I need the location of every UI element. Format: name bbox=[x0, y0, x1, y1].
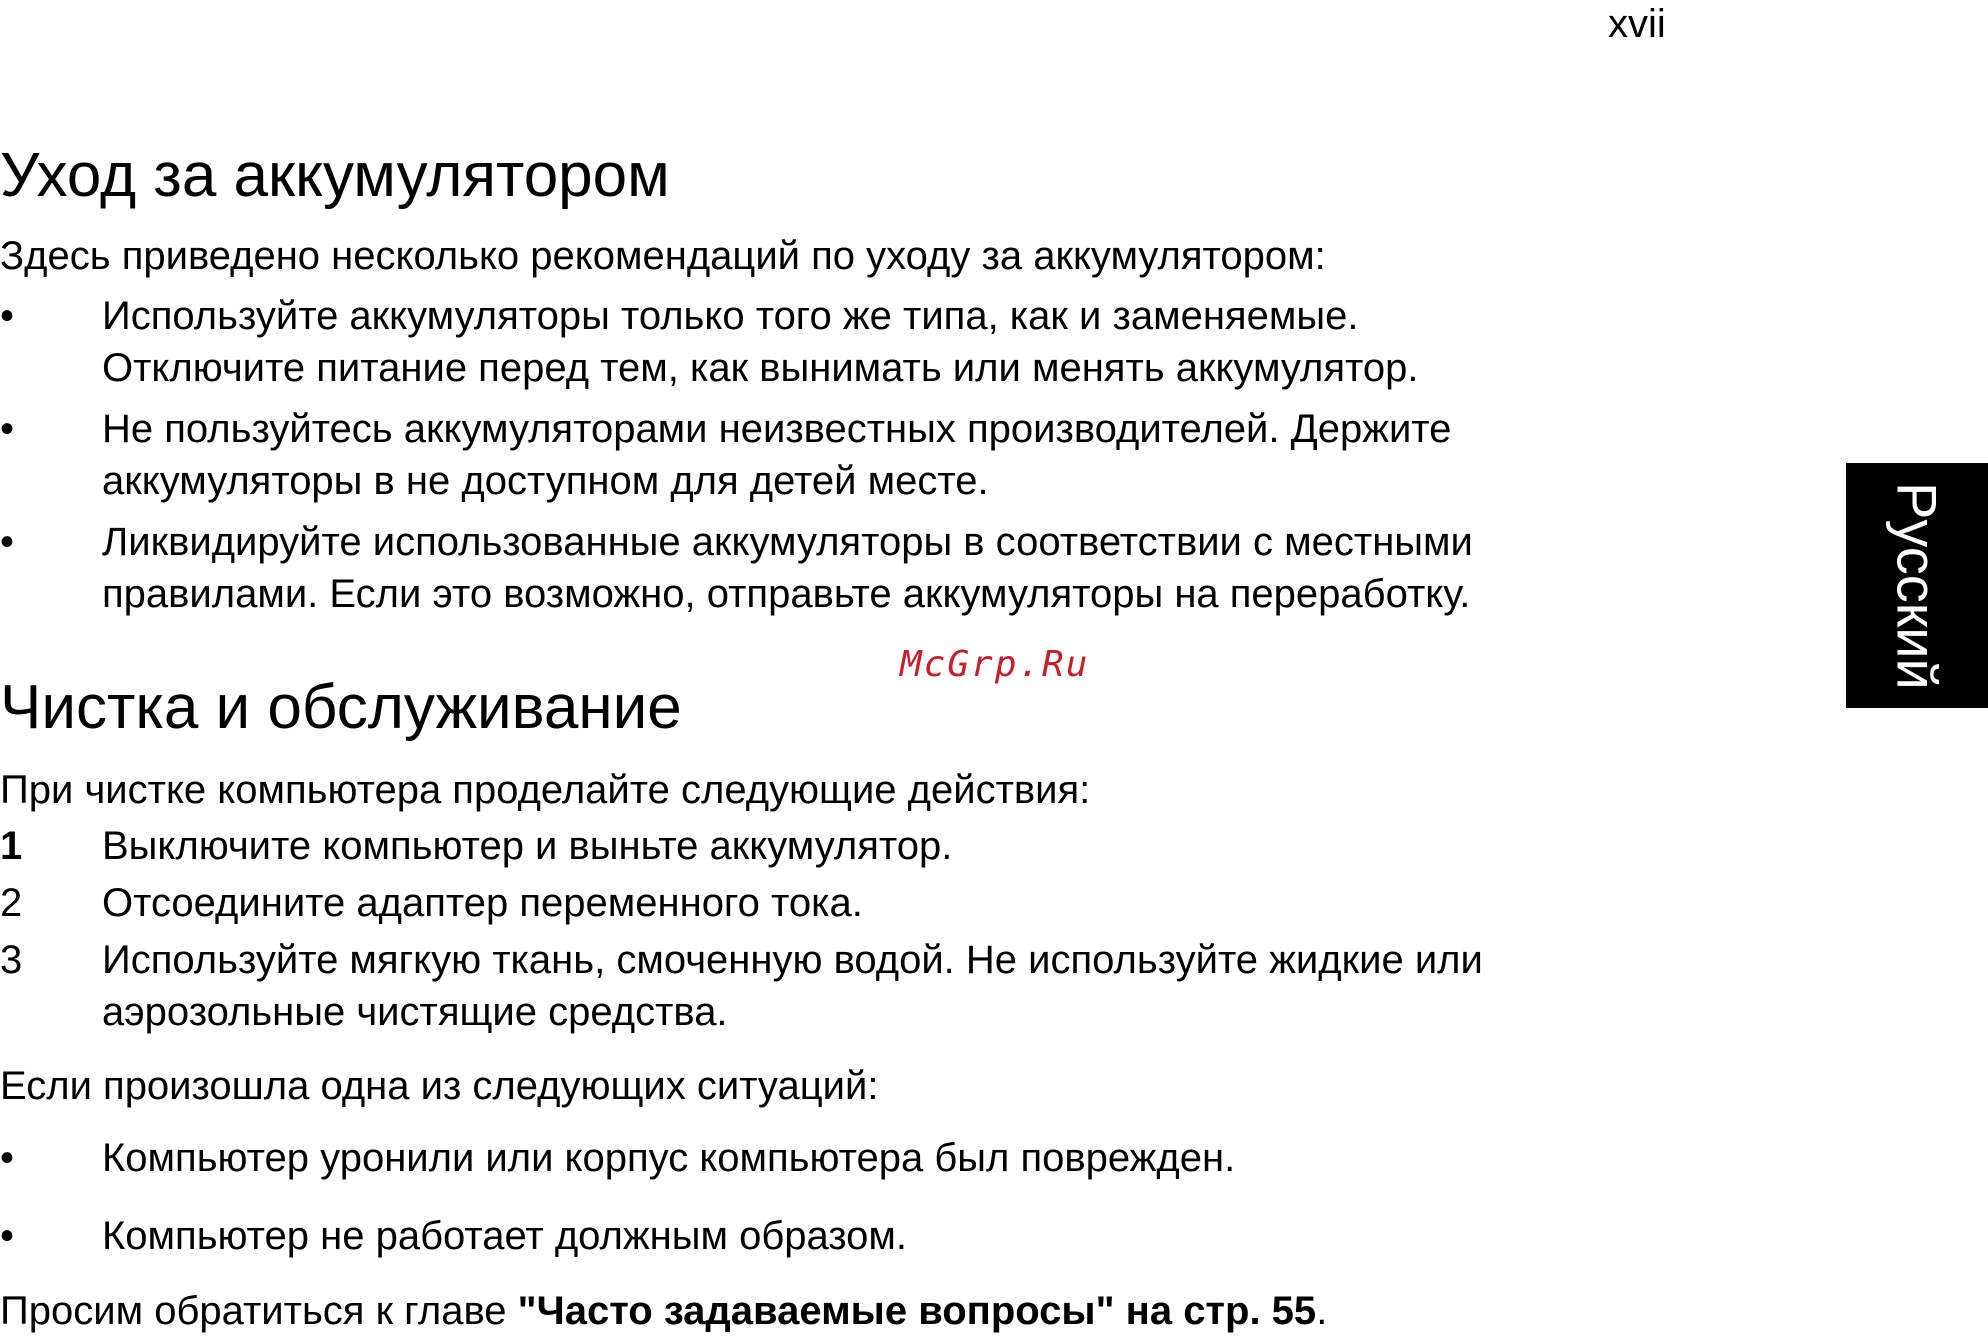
language-side-tab-label: Русский bbox=[1885, 481, 1949, 690]
bullet-text: Компьютер не работает должным образом. bbox=[102, 1214, 908, 1258]
step-text: Отсоедините адаптер переменного тока. bbox=[102, 881, 863, 925]
bullet-marker: • bbox=[0, 520, 15, 564]
watermark: McGrp.Ru bbox=[900, 644, 1090, 685]
bullet-marker: • bbox=[0, 294, 15, 338]
bullet-marker: • bbox=[0, 1214, 15, 1258]
step-line: Используйте мягкую ткань, смоченную водой. Не используйте жидкие или bbox=[102, 938, 1483, 982]
footer-prefix: Просим обратиться к главе bbox=[0, 1289, 518, 1333]
bullet-line: аккумуляторы в не доступном для детей месте. bbox=[102, 459, 989, 503]
page-number: xvii bbox=[1608, 2, 1666, 46]
situation-bullet-2 bbox=[0, 1210, 1700, 1264]
situation-bullet-1 bbox=[0, 1132, 1700, 1186]
bullet-line: Ликвидируйте использованные аккумуляторы в соответствии с местными bbox=[102, 520, 1473, 564]
footer-suffix: . bbox=[1316, 1289, 1328, 1333]
cleaning-step-2 bbox=[0, 877, 1700, 931]
language-side-tab bbox=[1846, 463, 1988, 708]
step-number: 3 bbox=[0, 938, 23, 982]
cleaning-section-title: Чистка и обслуживание bbox=[0, 673, 682, 742]
battery-bullet-1 bbox=[0, 290, 1700, 400]
faq-reference: "Часто задаваемые вопросы" на стр. 55 bbox=[517, 1289, 1317, 1333]
step-number: 1 bbox=[0, 824, 23, 868]
cleaning-intro: При чистке компьютера проделайте следующие действия: bbox=[0, 768, 1091, 812]
bullet-text: Компьютер уронили или корпус компьютера был поврежден. bbox=[102, 1136, 1236, 1180]
battery-section-title: Уход за аккумулятором bbox=[0, 141, 670, 210]
step-text: Выключите компьютер и выньте аккумулятор. bbox=[102, 824, 953, 868]
cleaning-step-1 bbox=[0, 820, 1700, 874]
step-line: аэрозольные чистящие средства. bbox=[102, 990, 728, 1034]
battery-intro: Здесь приведено несколько рекомендаций по уходу за аккумулятором: bbox=[0, 234, 1326, 278]
step-number: 2 bbox=[0, 881, 23, 925]
battery-bullet-2 bbox=[0, 403, 1700, 513]
footer-reference bbox=[0, 1285, 1327, 1337]
bullet-line: Не пользуйтесь аккумуляторами неизвестных производителей. Держите bbox=[102, 407, 1452, 451]
bullet-marker: • bbox=[0, 1136, 15, 1180]
cleaning-step-3 bbox=[0, 934, 1700, 1044]
battery-bullet-3 bbox=[0, 516, 1700, 626]
bullet-marker: • bbox=[0, 407, 15, 451]
bullet-line: Отключите питание перед тем, как вынимать или менять аккумулятор. bbox=[102, 346, 1419, 390]
bullet-line: правилами. Если это возможно, отправьте аккумуляторы на переработку. bbox=[102, 572, 1471, 616]
situations-intro: Если произошла одна из следующих ситуаций: bbox=[0, 1064, 879, 1108]
bullet-line: Используйте аккумуляторы только того же типа, как и заменяемые. bbox=[102, 294, 1359, 338]
